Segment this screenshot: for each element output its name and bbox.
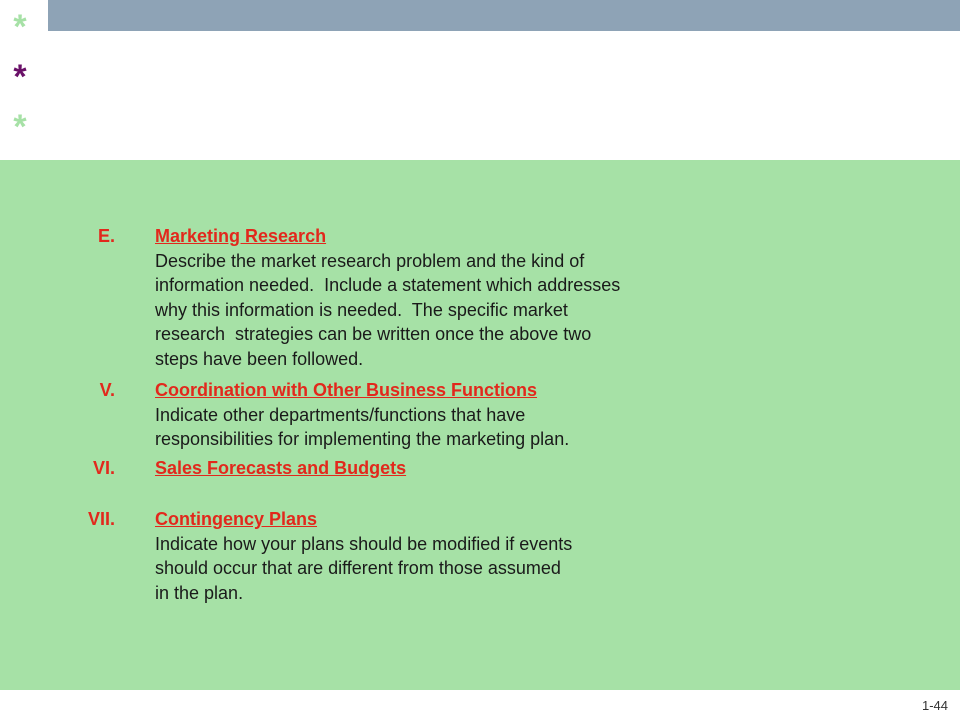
- contingency-plans-link[interactable]: Contingency Plans: [155, 509, 318, 529]
- description-line: in the plan.: [155, 582, 244, 603]
- star-decoration: *: [13, 108, 27, 146]
- description-line: Indicate how your plans should be modified if events: [155, 533, 573, 554]
- page-number: 1-44: [921, 698, 948, 713]
- description-line: why this information is needed. The specific market: [155, 299, 568, 320]
- outline-body: [155, 224, 755, 371]
- marketing-research-link[interactable]: Marketing Research: [155, 226, 327, 246]
- description-line: should occur that are different from those assumed: [155, 558, 561, 578]
- star-decoration: *: [13, 8, 27, 46]
- description-line: research strategies can be written once the above two: [155, 324, 592, 344]
- outline-numeral: V.: [99, 380, 115, 400]
- header-bar: [48, 0, 960, 31]
- outline-body: [155, 456, 755, 481]
- outline-body: [155, 507, 755, 605]
- description-line: steps have been followed.: [155, 348, 364, 369]
- description-line: information needed. Include a statement which addresses: [155, 275, 621, 295]
- description-line: Indicate other departments/functions that have: [155, 404, 526, 425]
- outline-body: [155, 378, 755, 452]
- outline-numeral: E.: [97, 226, 115, 246]
- star-decoration: *: [13, 58, 27, 96]
- description-line: responsibilities for implementing the marketing plan.: [155, 429, 570, 449]
- sales-forecasts-link[interactable]: Sales Forecasts and Budgets: [155, 458, 407, 478]
- coordination-link[interactable]: Coordination with Other Business Functions: [155, 380, 538, 400]
- outline-numeral: VI.: [92, 458, 115, 478]
- outline-numeral: VII.: [87, 509, 115, 529]
- description-line: Describe the market research problem and the kind of: [155, 250, 585, 271]
